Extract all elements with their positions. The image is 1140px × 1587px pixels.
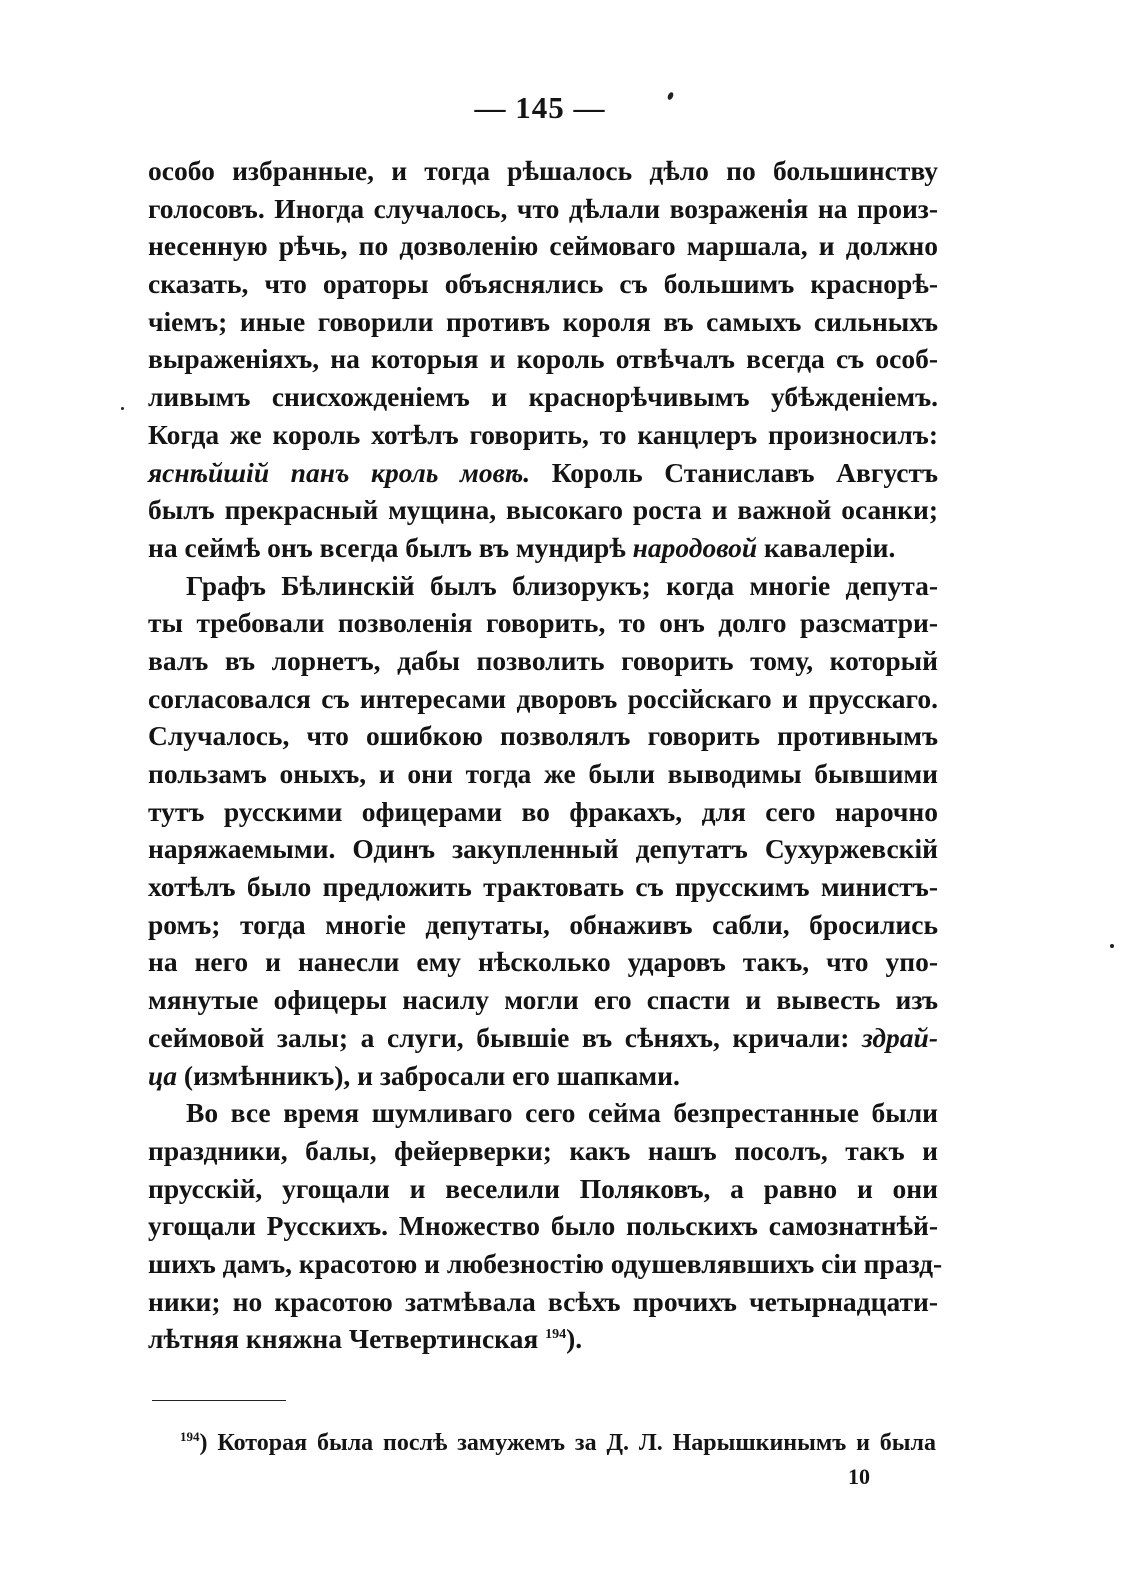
- text-line: ники; но красотою затмѣвала всѣхъ прочихъ четырнадцати-: [148, 1285, 938, 1317]
- text-line: мянутые офицеры насилу могли его спасти и вывесть изъ: [148, 984, 938, 1016]
- italic-word: ца: [148, 1059, 178, 1091]
- text-span: Король Станиславъ Августъ: [551, 456, 938, 488]
- paragraph-start: Графъ Бѣлинскій былъ близорукъ; когда многіе депута-: [186, 569, 938, 601]
- text-line: былъ прекрасный мущина, высокаго роста и важной осанки;: [148, 494, 938, 526]
- text-span: кавалеріи.: [764, 531, 896, 563]
- italic-phrase: яснѣйшій панъ кроль мовѣ.: [148, 456, 531, 488]
- text-line: чіемъ; иные говорили противъ короля въ самыхъ сильныхъ: [148, 305, 938, 337]
- text-line: [148, 1320, 938, 1358]
- text-span: лѣтняя княжна Четвертинская: [148, 1323, 539, 1355]
- text-span: сеймовой залы; а слуги, бывшіе въ сѣняхъ, кричали:: [148, 1021, 850, 1053]
- text-line: ты требовали позволенія говорить, то онъ долго разсматри-: [148, 607, 938, 639]
- ink-speck: [1110, 944, 1114, 948]
- footnote-marker: 194: [180, 1429, 200, 1444]
- italic-word: здрай-: [862, 1021, 938, 1053]
- text-span: ).: [566, 1323, 583, 1355]
- text-line: хотѣлъ было предложить трактовать съ прусскимъ министъ-: [148, 871, 938, 903]
- text-line: сказать, что ораторы объяснялись съ большимъ краснорѣ-: [148, 268, 938, 300]
- text-line: голосовъ. Иногда случалось, что дѣлали возраженія на произ-: [148, 192, 938, 224]
- text-line: Случалось, что ошибкою позволялъ говорить противнымъ: [148, 720, 938, 752]
- footnote: [180, 1428, 936, 1458]
- text-line: пользамъ оныхъ, и они тогда же были выводимы бывшими: [148, 758, 938, 789]
- text-line: [148, 529, 938, 567]
- text-line: праздники, балы, фейерверки; какъ нашъ посолъ, такъ и: [148, 1134, 938, 1166]
- text-line: особо избранные, и тогда рѣшалось дѣло по большинству: [148, 155, 938, 186]
- text-line: ливымъ снисхожденіемъ и краснорѣчивымъ убѣжденіемъ.: [148, 381, 938, 413]
- main-text: [148, 152, 943, 1358]
- paragraph-start: Во все время шумливаго сего сейма безпрестанные были: [186, 1097, 938, 1129]
- text-line: выраженіяхъ, на которыя и король отвѣчалъ всегда съ особ-: [148, 343, 938, 375]
- text-line: валъ въ лорнетъ, дабы позволить говорить тому, который: [148, 644, 938, 676]
- ink-speck: [121, 407, 124, 410]
- footnote-divider: [152, 1400, 286, 1401]
- text-line: на него и нанесли ему нѣсколько ударовъ такъ, что упо-: [148, 946, 938, 978]
- text-line: согласовался съ интересами дворовъ россійскаго и прусскаго.: [148, 682, 938, 714]
- text-line: тутъ русскими офицерами во фракахъ, для сего нарочно: [148, 795, 938, 827]
- text-line: [148, 454, 938, 492]
- italic-word: народовой: [632, 531, 758, 563]
- text-line: угощали Русскихъ. Множество было польскихъ самознатнѣй-: [148, 1210, 938, 1242]
- page-number: — 145 —: [474, 90, 606, 125]
- text-span: (измѣнникъ), и забросали его шапками.: [183, 1059, 680, 1091]
- text-line: [148, 1057, 938, 1095]
- text-line: шихъ дамъ, красотою и любезностію одушевлявшихъ сіи празд-: [148, 1247, 943, 1279]
- footnote-reference[interactable]: 194: [545, 1327, 567, 1343]
- text-line: наряжаемыми. Одинъ закупленный депутатъ Сухуржевскій: [148, 833, 938, 865]
- text-line: Когда же король хотѣлъ говорить, то канцлеръ произносилъ:: [148, 418, 938, 450]
- text-span: на сеймѣ онъ всегда былъ въ мундирѣ: [148, 531, 626, 563]
- text-line: [148, 1019, 938, 1057]
- footnote-text: ) Которая была послѣ замужемъ за Д. Л. Нарышкинымъ и была: [199, 1430, 936, 1456]
- text-line: прусскій, угощали и веселили Поляковъ, а равно и они: [148, 1172, 938, 1204]
- text-line: ромъ; тогда многіе депутаты, обнаживъ сабли, бросились: [148, 908, 938, 940]
- text-line: несенную рѣчь, по дозволенію сеймоваго маршала, и должно: [148, 230, 938, 262]
- signature-mark: 10: [848, 1464, 870, 1489]
